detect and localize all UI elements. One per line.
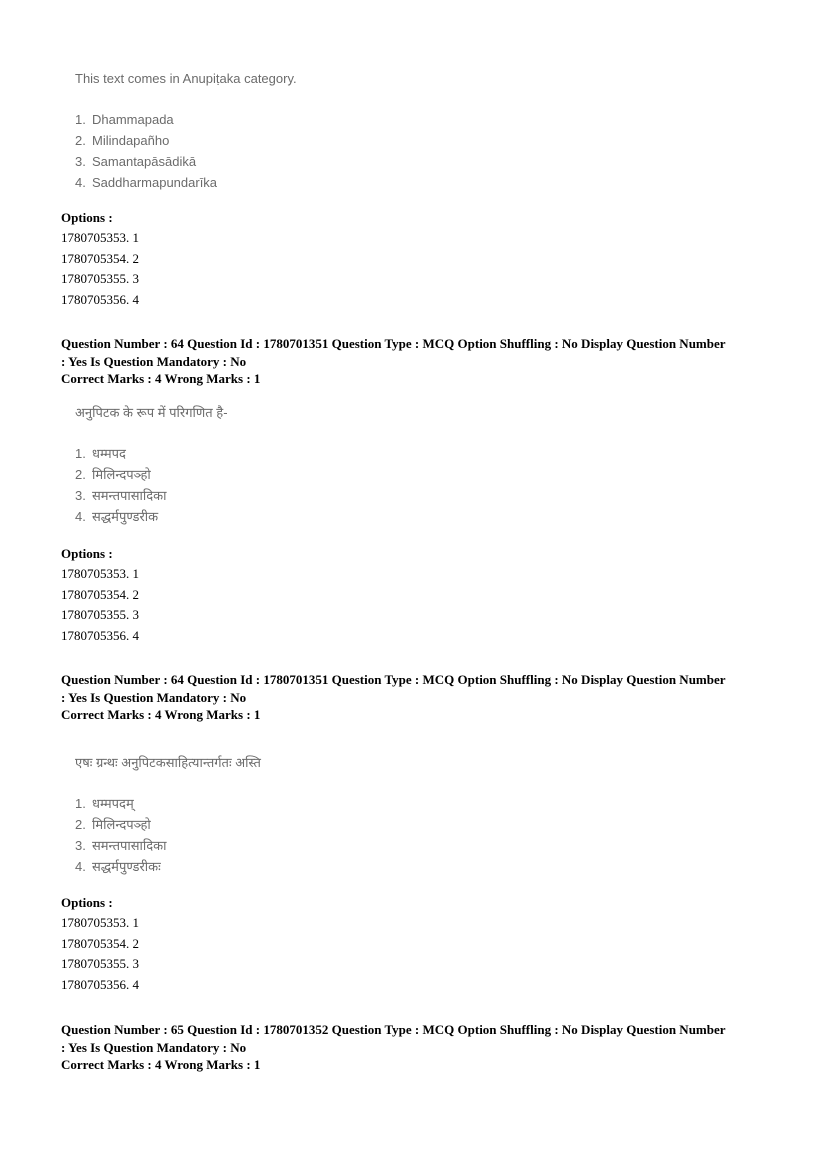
question-meta — [61, 335, 776, 388]
list-item: 1. धम्मपदम् — [75, 796, 134, 811]
question-meta-line: : Yes Is Question Mandatory : No — [61, 1039, 247, 1055]
question-image-english — [75, 70, 297, 193]
list-item: 4. सद्धर्मपुण्डरीक — [75, 509, 159, 524]
option-line: 1780705353. 1 — [61, 915, 139, 930]
question-marks-line: Correct Marks : 4 Wrong Marks : 1 — [61, 371, 261, 386]
options-block — [61, 208, 776, 311]
question-meta-line: Question Number : 64 Question Id : 1780701351 Question Type : MCQ Option Shuffling : No Display Question Number — [61, 672, 726, 687]
list-item: 2. मिलिन्दपञ्हो — [75, 817, 151, 832]
option-line: 1780705353. 1 — [61, 566, 139, 581]
list-item: 4. सद्धर्मपुण्डरीकः — [75, 859, 161, 874]
question-image-sanskrit — [75, 754, 261, 877]
question-item-list — [75, 109, 297, 193]
question-image-hindi — [75, 404, 228, 527]
question-item-list — [75, 443, 228, 527]
options-block — [61, 893, 776, 996]
option-line: 1780705354. 2 — [61, 586, 139, 602]
question-marks-line: Correct Marks : 4 Wrong Marks : 1 — [61, 707, 261, 722]
question-meta-line: Question Number : 64 Question Id : 1780701351 Question Type : MCQ Option Shuffling : No Display Question Number — [61, 336, 726, 351]
options-heading: Options : — [61, 895, 113, 910]
list-item: 2. Milindapañho — [75, 133, 170, 148]
list-item: 3. Samantapāsādikā — [75, 154, 197, 169]
question-meta-line: : Yes Is Question Mandatory : No — [61, 353, 247, 369]
option-line: 1780705355. 3 — [61, 607, 139, 623]
list-item: 3. समन्तपासादिका — [75, 488, 167, 503]
option-line: 1780705354. 2 — [61, 935, 139, 951]
question-prompt: अनुपिटक के रूप में परिगणित है- — [75, 405, 228, 420]
question-item-list — [75, 793, 261, 877]
list-item: 1. Dhammapada — [75, 112, 174, 127]
option-line: 1780705355. 3 — [61, 956, 139, 972]
option-line: 1780705354. 2 — [61, 250, 139, 266]
list-item: 2. मिलिन्दपञ्हो — [75, 467, 151, 482]
option-line: 1780705356. 4 — [61, 292, 139, 308]
question-prompt: This text comes in Anupiṭaka category. — [75, 71, 297, 86]
option-line: 1780705356. 4 — [61, 628, 139, 644]
options-block — [61, 544, 776, 647]
question-meta — [61, 671, 776, 724]
question-meta-line: Question Number : 65 Question Id : 1780701352 Question Type : MCQ Option Shuffling : No Display Question Number — [61, 1022, 726, 1037]
question-meta — [61, 1021, 776, 1074]
question-marks-line: Correct Marks : 4 Wrong Marks : 1 — [61, 1057, 261, 1072]
option-line: 1780705353. 1 — [61, 230, 139, 245]
list-item: 3. समन्तपासादिका — [75, 838, 167, 853]
list-item: 4. Saddharmapundarīka — [75, 175, 218, 190]
options-heading: Options : — [61, 546, 113, 561]
options-heading: Options : — [61, 210, 113, 225]
option-line: 1780705355. 3 — [61, 271, 139, 287]
question-meta-line: : Yes Is Question Mandatory : No — [61, 689, 247, 705]
list-item: 1. धम्मपद — [75, 446, 126, 461]
question-prompt: एषः ग्रन्थः अनुपिटकसाहित्यान्तर्गतः अस्ति — [75, 755, 261, 770]
option-line: 1780705356. 4 — [61, 977, 139, 993]
